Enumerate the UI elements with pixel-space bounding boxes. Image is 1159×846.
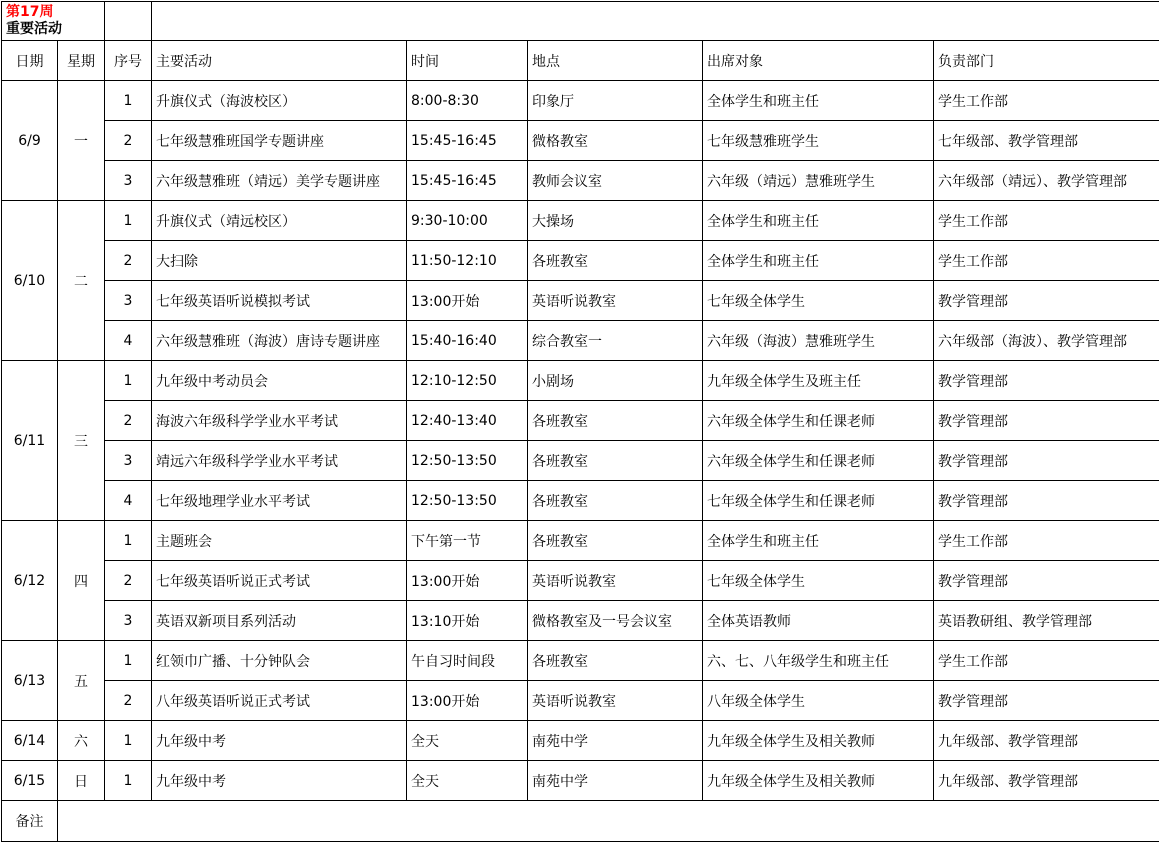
table-row	[2, 81, 1159, 121]
weekday-cell: 四	[58, 521, 105, 641]
time-cell: 午自习时间段	[407, 641, 528, 681]
header-dept: 负责部门	[934, 41, 1159, 81]
attendees-cell: 全体英语教师	[703, 601, 934, 641]
no-cell: 1	[105, 761, 152, 801]
activity-cell: 升旗仪式（靖远校区）	[152, 201, 407, 241]
table-row	[2, 401, 1159, 441]
dept-cell: 教学管理部	[934, 401, 1159, 441]
dept-cell: 学生工作部	[934, 521, 1159, 561]
attendees-cell: 全体学生和班主任	[703, 521, 934, 561]
place-cell: 各班教室	[528, 241, 703, 281]
activity-cell: 七年级英语听说模拟考试	[152, 281, 407, 321]
activity-cell: 海波六年级科学学业水平考试	[152, 401, 407, 441]
place-cell: 微格教室	[528, 121, 703, 161]
activity-cell: 九年级中考动员会	[152, 361, 407, 401]
activity-cell: 九年级中考	[152, 721, 407, 761]
activity-cell: 六年级慧雅班（海波）唐诗专题讲座	[152, 321, 407, 361]
table-row	[2, 161, 1159, 201]
activity-cell: 七年级地理学业水平考试	[152, 481, 407, 521]
attendees-cell: 全体学生和班主任	[703, 201, 934, 241]
no-cell: 1	[105, 201, 152, 241]
place-cell: 各班教室	[528, 441, 703, 481]
dept-cell: 七年级部、教学管理部	[934, 121, 1159, 161]
dept-cell: 教学管理部	[934, 281, 1159, 321]
title-row-empty-1	[105, 2, 152, 41]
attendees-cell: 七年级全体学生	[703, 281, 934, 321]
table-row	[2, 601, 1159, 641]
weekday-cell: 三	[58, 361, 105, 521]
no-cell: 2	[105, 241, 152, 281]
place-cell: 南苑中学	[528, 761, 703, 801]
place-cell: 微格教室及一号会议室	[528, 601, 703, 641]
activity-cell: 八年级英语听说正式考试	[152, 681, 407, 721]
place-cell: 大操场	[528, 201, 703, 241]
no-cell: 1	[105, 721, 152, 761]
header-date: 日期	[2, 41, 58, 81]
dept-cell: 学生工作部	[934, 81, 1159, 121]
time-cell: 全天	[407, 761, 528, 801]
time-cell: 15:40-16:40	[407, 321, 528, 361]
attendees-cell: 六年级全体学生和任课老师	[703, 441, 934, 481]
no-cell: 1	[105, 521, 152, 561]
no-cell: 1	[105, 641, 152, 681]
dept-cell: 教学管理部	[934, 561, 1159, 601]
notes-row	[2, 801, 1159, 842]
time-cell: 12:50-13:50	[407, 481, 528, 521]
weekday-cell: 一	[58, 81, 105, 201]
activity-cell: 升旗仪式（海波校区）	[152, 81, 407, 121]
week-label: 第17周	[6, 4, 100, 21]
dept-cell: 九年级部、教学管理部	[934, 721, 1159, 761]
attendees-cell: 七年级全体学生	[703, 561, 934, 601]
dept-cell: 英语教研组、教学管理部	[934, 601, 1159, 641]
date-cell: 6/13	[2, 641, 58, 721]
activity-cell: 七年级英语听说正式考试	[152, 561, 407, 601]
time-cell: 8:00-8:30	[407, 81, 528, 121]
activity-cell: 九年级中考	[152, 761, 407, 801]
table-row	[2, 521, 1159, 561]
notes-content	[58, 801, 1159, 842]
table-row	[2, 241, 1159, 281]
activity-cell: 大扫除	[152, 241, 407, 281]
table-row	[2, 721, 1159, 761]
attendees-cell: 六年级（靖远）慧雅班学生	[703, 161, 934, 201]
table-row	[2, 561, 1159, 601]
table-row	[2, 481, 1159, 521]
no-cell: 2	[105, 401, 152, 441]
place-cell: 各班教室	[528, 521, 703, 561]
dept-cell: 九年级部、教学管理部	[934, 761, 1159, 801]
weekday-cell: 二	[58, 201, 105, 361]
table-row	[2, 201, 1159, 241]
header-activity: 主要活动	[152, 41, 407, 81]
attendees-cell: 七年级全体学生和任课老师	[703, 481, 934, 521]
place-cell: 南苑中学	[528, 721, 703, 761]
no-cell: 2	[105, 561, 152, 601]
table-row	[2, 321, 1159, 361]
time-cell: 13:10开始	[407, 601, 528, 641]
no-cell: 3	[105, 601, 152, 641]
place-cell: 英语听说教室	[528, 561, 703, 601]
no-cell: 1	[105, 81, 152, 121]
dept-cell: 学生工作部	[934, 201, 1159, 241]
date-cell: 6/15	[2, 761, 58, 801]
activity-cell: 红领巾广播、十分钟队会	[152, 641, 407, 681]
table-row	[2, 121, 1159, 161]
attendees-cell: 全体学生和班主任	[703, 81, 934, 121]
dept-cell: 教学管理部	[934, 361, 1159, 401]
place-cell: 教师会议室	[528, 161, 703, 201]
no-cell: 4	[105, 321, 152, 361]
date-cell: 6/14	[2, 721, 58, 761]
attendees-cell: 九年级全体学生及相关教师	[703, 721, 934, 761]
time-cell: 下午第一节	[407, 521, 528, 561]
header-time: 时间	[407, 41, 528, 81]
time-cell: 15:45-16:45	[407, 121, 528, 161]
time-cell: 全天	[407, 721, 528, 761]
header-attendees: 出席对象	[703, 41, 934, 81]
weekday-cell: 六	[58, 721, 105, 761]
attendees-cell: 六年级全体学生和任课老师	[703, 401, 934, 441]
header-no: 序号	[105, 41, 152, 81]
attendees-cell: 七年级慧雅班学生	[703, 121, 934, 161]
title-cell	[2, 2, 105, 41]
place-cell: 英语听说教室	[528, 281, 703, 321]
activity-cell: 六年级慧雅班（靖远）美学专题讲座	[152, 161, 407, 201]
weekly-schedule-table	[1, 1, 1159, 842]
place-cell: 各班教室	[528, 401, 703, 441]
time-cell: 15:45-16:45	[407, 161, 528, 201]
no-cell: 1	[105, 361, 152, 401]
table-row	[2, 281, 1159, 321]
time-cell: 12:50-13:50	[407, 441, 528, 481]
place-cell: 各班教室	[528, 641, 703, 681]
no-cell: 4	[105, 481, 152, 521]
title-row-empty-2	[152, 2, 1159, 41]
place-cell: 英语听说教室	[528, 681, 703, 721]
activity-cell: 七年级慧雅班国学专题讲座	[152, 121, 407, 161]
date-cell: 6/11	[2, 361, 58, 521]
time-cell: 13:00开始	[407, 281, 528, 321]
attendees-cell: 九年级全体学生及班主任	[703, 361, 934, 401]
title-row	[2, 2, 1159, 41]
time-cell: 9:30-10:00	[407, 201, 528, 241]
place-cell: 各班教室	[528, 481, 703, 521]
place-cell: 印象厅	[528, 81, 703, 121]
time-cell: 12:10-12:50	[407, 361, 528, 401]
dept-cell: 学生工作部	[934, 641, 1159, 681]
no-cell: 3	[105, 281, 152, 321]
dept-cell: 六年级部（靖远）、教学管理部	[934, 161, 1159, 201]
notes-label: 备注	[2, 801, 58, 842]
title-label: 重要活动	[6, 21, 100, 38]
place-cell: 综合教室一	[528, 321, 703, 361]
time-cell: 11:50-12:10	[407, 241, 528, 281]
table-row	[2, 361, 1159, 401]
weekday-cell: 五	[58, 641, 105, 721]
header-row	[2, 41, 1159, 81]
time-cell: 12:40-13:40	[407, 401, 528, 441]
dept-cell: 学生工作部	[934, 241, 1159, 281]
time-cell: 13:00开始	[407, 561, 528, 601]
activity-cell: 主题班会	[152, 521, 407, 561]
attendees-cell: 八年级全体学生	[703, 681, 934, 721]
header-place: 地点	[528, 41, 703, 81]
place-cell: 小剧场	[528, 361, 703, 401]
weekday-cell: 日	[58, 761, 105, 801]
table-row	[2, 681, 1159, 721]
attendees-cell: 六、七、八年级学生和班主任	[703, 641, 934, 681]
date-cell: 6/9	[2, 81, 58, 201]
dept-cell: 教学管理部	[934, 481, 1159, 521]
time-cell: 13:00开始	[407, 681, 528, 721]
table-row	[2, 761, 1159, 801]
dept-cell: 教学管理部	[934, 441, 1159, 481]
no-cell: 3	[105, 161, 152, 201]
date-cell: 6/10	[2, 201, 58, 361]
no-cell: 2	[105, 681, 152, 721]
attendees-cell: 六年级（海波）慧雅班学生	[703, 321, 934, 361]
activity-cell: 英语双新项目系列活动	[152, 601, 407, 641]
table-row	[2, 641, 1159, 681]
table-row	[2, 441, 1159, 481]
attendees-cell: 全体学生和班主任	[703, 241, 934, 281]
header-weekday: 星期	[58, 41, 105, 81]
no-cell: 3	[105, 441, 152, 481]
attendees-cell: 九年级全体学生及相关教师	[703, 761, 934, 801]
no-cell: 2	[105, 121, 152, 161]
dept-cell: 教学管理部	[934, 681, 1159, 721]
date-cell: 6/12	[2, 521, 58, 641]
dept-cell: 六年级部（海波）、教学管理部	[934, 321, 1159, 361]
activity-cell: 靖远六年级科学学业水平考试	[152, 441, 407, 481]
